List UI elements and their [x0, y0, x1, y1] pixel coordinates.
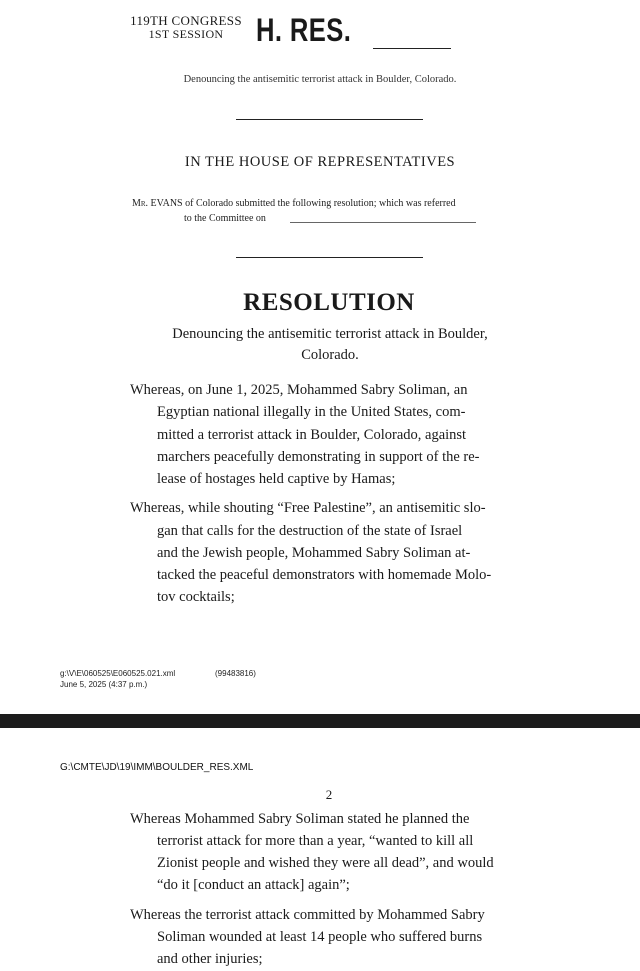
whereas-clauses — [0, 728, 640, 971]
whereas-line: mitted a terrorist attack in Boulder, Colorado, against — [157, 427, 467, 443]
short-title: Denouncing the antisemitic terrorist attack in Boulder, Colorado. — [183, 74, 457, 85]
whereas-line: gan that calls for the destruction of the state of Israel — [157, 523, 463, 539]
congress-number: 119TH CONGRESS — [130, 13, 242, 28]
session-number: 1ST SESSION — [148, 27, 224, 41]
whereas-line: tacked the peaceful demonstrators with homemade Molo- — [157, 567, 492, 583]
whereas-line: marchers peacefully demonstrating in support of the re- — [157, 449, 480, 465]
whereas-line: Whereas Mohammed Sabry Soliman stated he planned the — [130, 811, 470, 827]
whereas-line: Whereas the terrorist attack committed by Mohammed Sabry — [130, 907, 485, 923]
whereas-line: and other injuries; — [157, 951, 263, 967]
footer-code: (99483816) — [215, 669, 256, 678]
whereas-line: Whereas, on June 1, 2025, Mohammed Sabry Soliman, an — [130, 382, 468, 398]
page-separator — [0, 714, 640, 728]
whereas-line: Whereas, while shouting “Free Palestine”, an antisemitic slo- — [130, 500, 486, 516]
bill-page-2 — [0, 728, 640, 971]
committee-line: to the Committee on — [184, 213, 266, 224]
footer-file-path: g:\V\E\060525\E060525.021.xml — [60, 669, 176, 678]
sponsor-name: Mr. EVANS — [132, 198, 183, 209]
whereas-line: Zionist people and wished they were all dead”, and would — [157, 855, 494, 871]
page-number: 2 — [325, 787, 333, 802]
whereas-line: and the Jewish people, Mohammed Sabry Soliman at- — [157, 545, 471, 561]
title-line: Colorado. — [301, 347, 359, 363]
sponsor-text: of Colorado submitted the following resolution; which was referred — [182, 198, 456, 209]
page-header-path: G:\CMTE\JD\19\IMM\BOULDER_RES.XML — [60, 762, 254, 773]
whereas-line: tov cocktails; — [157, 589, 235, 605]
measure-title: H. RES. — [256, 12, 352, 48]
whereas-line: terrorist attack for more than a year, “wanted to kill all — [157, 833, 474, 849]
chamber-heading: IN THE HOUSE OF REPRESENTATIVES — [184, 154, 456, 170]
resolution-heading: RESOLUTION — [243, 289, 415, 316]
whereas-line: lease of hostages held captive by Hamas; — [157, 471, 396, 487]
whereas-line: “do it [conduct an attack] again”; — [157, 877, 350, 893]
whereas-line: Soliman wounded at least 14 people who suffered burns — [157, 929, 483, 945]
whereas-line: Egyptian national illegally in the United States, com- — [157, 404, 466, 420]
title-line: Denouncing the antisemitic terrorist attack in Boulder, — [172, 326, 488, 342]
footer-date: June 5, 2025 (4:37 p.m.) — [60, 680, 148, 689]
